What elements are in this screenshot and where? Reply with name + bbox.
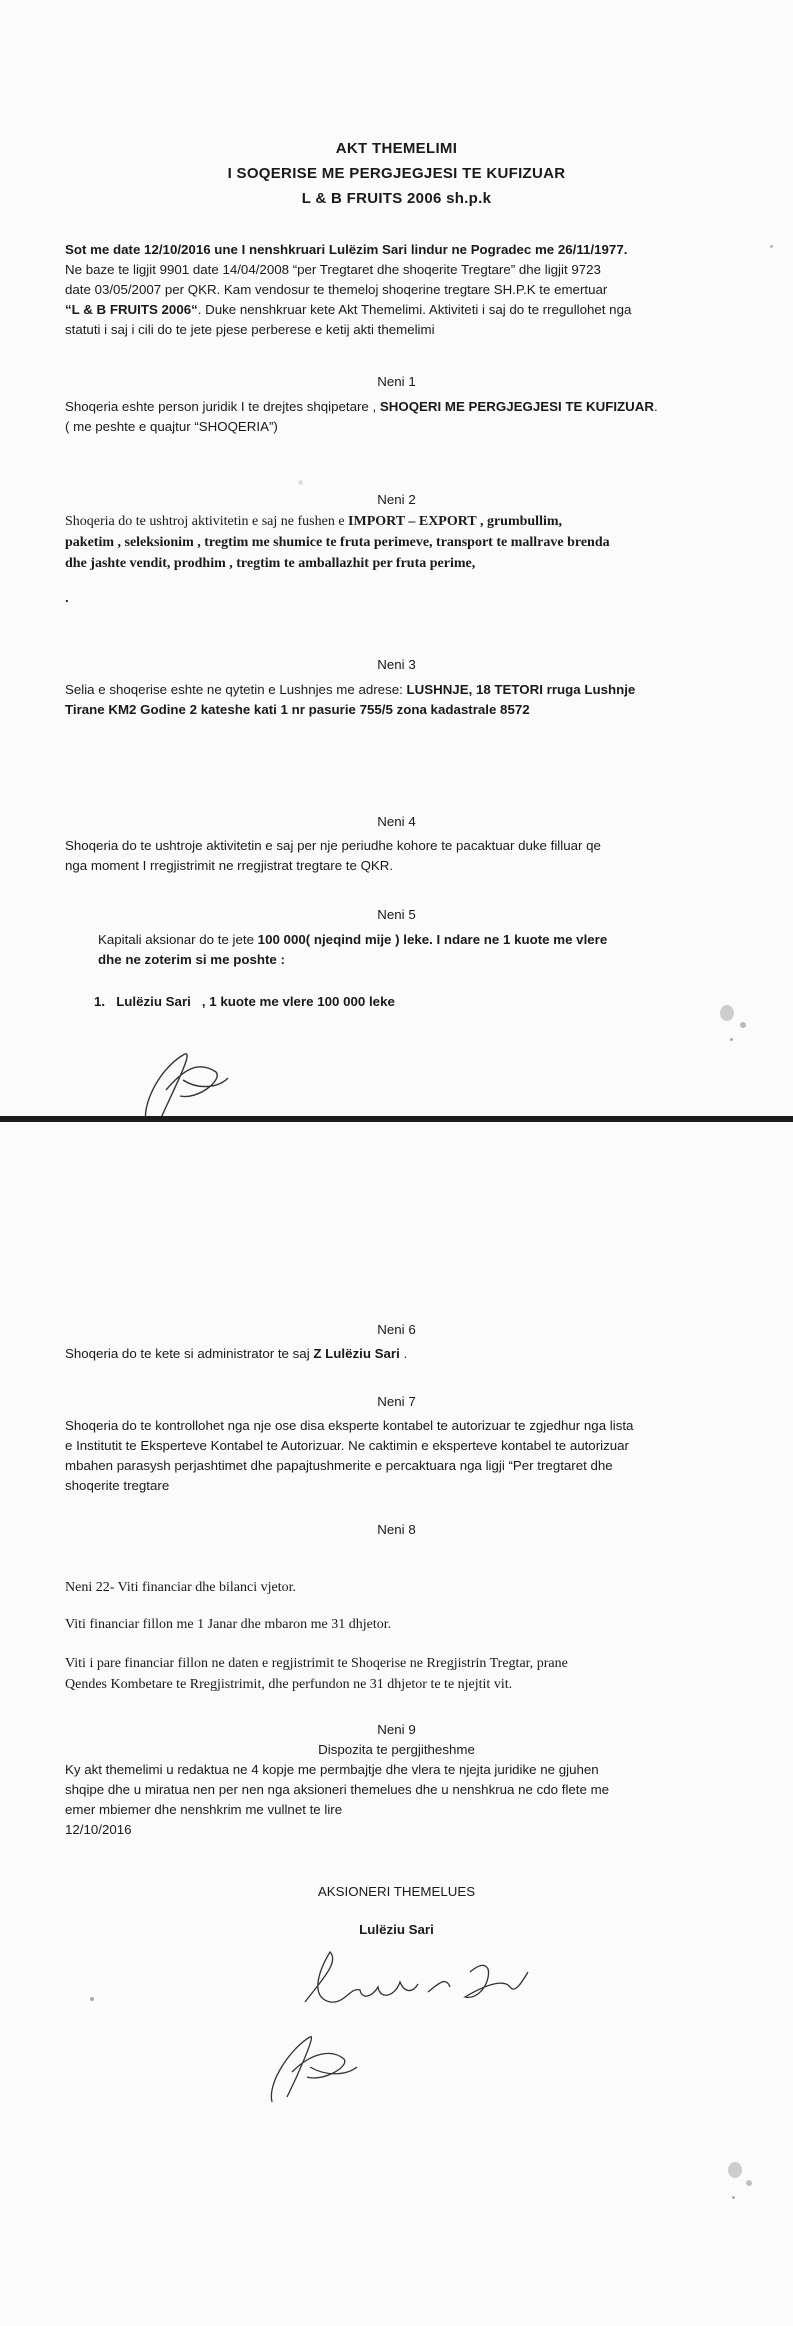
- neni-3-line: Selia e shoqerise eshte ne qytetin e Lushnjes me adrese: LUSHNJE, 18 TETORI rruga Lushnje: [65, 682, 636, 697]
- title-line-3: L & B FRUITS 2006 sh.p.k: [301, 190, 492, 207]
- intro-line: “L & B FRUITS 2006“. Duke nenshkruar kete Akt Themelimi. Aktiviteti i saj do te rregullohet nga: [65, 302, 632, 317]
- neni-7-line: shoqerite tregtare: [65, 1478, 170, 1493]
- neni-1-line: Shoqeria eshte person juridik I te drejtes shqipetare , SHOQERI ME PERGJEGJESI TE KUFIZUAR.: [65, 399, 658, 414]
- neni-3-line: Tirane KM2 Godine 2 kateshe kati 1 nr pasurie 755/5 zona kadastrale 8572: [65, 702, 530, 717]
- neni-9-line: Ky akt themelimi u redaktua ne 4 kopje me permbajtje dhe vlera te njejta juridike ne gjuhen: [65, 1762, 599, 1777]
- neni-4-line: Shoqeria do te ushtroje aktivitetin e saj per nje periudhe kohore te pacaktuar duke filluar qe: [65, 838, 601, 853]
- neni-9-heading: Neni 9: [377, 1722, 416, 1737]
- neni-7-line: mbahen parasysh perjashtimet dhe papajtushmerite e percaktuara nga ligji “Per tregtaret dhe: [65, 1458, 613, 1473]
- intro-line: Sot me date 12/10/2016 une I nenshkruari Lulëzim Sari lindur ne Pogradec me 26/11/1977.: [65, 242, 628, 257]
- neni-2-heading: Neni 2: [377, 492, 416, 507]
- neni-5-line: Kapitali aksionar do te jete 100 000( njeqind mije ) leke. I ndare ne 1 kuote me vlere: [98, 932, 608, 947]
- neni-7-heading: Neni 7: [377, 1394, 416, 1409]
- founder-name: Lulëziu Sari: [359, 1922, 434, 1937]
- neni-6-heading: Neni 6: [377, 1322, 416, 1337]
- neni-7-line: Shoqeria do te kontrollohet nga nje ose disa eksperte kontabel te autorizuar te zgjedhur nga lista: [65, 1418, 634, 1433]
- title-line-2: I SOQERISE ME PERGJEGJESI TE KUFIZUAR: [227, 165, 566, 182]
- company-name: “L & B FRUITS 2006“: [65, 302, 198, 317]
- neni-5-heading: Neni 5: [377, 907, 416, 922]
- signature-initials-2: [262, 2027, 362, 2112]
- neni-2-line: paketim , seleksionim , tregtim me shumice te fruta perimeve, transport te mallrave brenda: [65, 535, 610, 550]
- neni-2-line: .: [65, 590, 69, 605]
- neni-5-line: dhe ne zoterim si me poshte :: [98, 952, 285, 967]
- neni-3-heading: Neni 3: [377, 657, 416, 672]
- neni-1-heading: Neni 1: [377, 374, 416, 389]
- founders-label: AKSIONERI THEMELUES: [317, 1884, 476, 1899]
- intro-line: date 03/05/2007 per QKR. Kam vendosur te themeloj shoqerine tregtare SH.P.K te emertuar: [65, 282, 608, 297]
- neni-2-line: Shoqeria do te ushtroj aktivitetin e saj ne fushen e IMPORT – EXPORT , grumbullim,: [65, 514, 563, 529]
- neni-8-line: Qendes Kombetare te Rregjistrimit, dhe perfundon ne 31 dhjetor te te njejtit vit.: [65, 1677, 513, 1692]
- neni-8-line: Neni 22- Viti financiar dhe bilanci vjetor.: [65, 1580, 296, 1595]
- neni-8-heading: Neni 8: [377, 1522, 416, 1537]
- neni-8-line: Viti financiar fillon me 1 Janar dhe mbaron me 31 dhjetor.: [65, 1617, 392, 1632]
- document-date: 12/10/2016: [65, 1822, 132, 1837]
- intro-line: Ne baze te ligjit 9901 date 14/04/2008 “per Tregtaret dhe shoqerite Tregtare” dhe ligjit 9723: [65, 262, 601, 277]
- neni-9-line: shqipe dhe u miratua nen per nen nga aksioneri themelues dhe u nenshkrua ne cdo flete me: [65, 1782, 610, 1797]
- neni-4-line: nga moment I rregjistrimit ne rregjistrat tregtare te QKR.: [65, 858, 394, 873]
- neni-4-heading: Neni 4: [377, 814, 416, 829]
- title-line-1: AKT THEMELIMI: [335, 140, 458, 157]
- signature-full: [300, 1942, 540, 2027]
- page-1: [0, 0, 793, 1118]
- page-2: [0, 1122, 793, 2326]
- neni-8-line: Viti i pare financiar fillon ne daten e regjistrimit te Shoqerise ne Rregjistrin Tregtar, prane: [65, 1656, 568, 1671]
- neni-1-line: ( me peshte e quajtur “SHOQERIA”): [65, 419, 278, 434]
- neni-2-line: dhe jashte vendit, prodhim , tregtim te amballazhit per fruta perime,: [65, 556, 476, 571]
- neni-9-subheading: Dispozita te pergjitheshme: [318, 1742, 475, 1757]
- neni-7-line: e Institutit te Eksperteve Kontabel te Autorizuar. Ne caktimin e eksperteve kontabel te autorizuar: [65, 1438, 629, 1453]
- intro-line: statuti i saj i cili do te jete pjese perberese e ketij akti themelimi: [65, 322, 435, 337]
- neni-9-line: emer mbiemer dhe nenshkrim me vullnet te lire: [65, 1802, 343, 1817]
- shareholder-item: 1. Lulëziu Sari , 1 kuote me vlere 100 000 leke: [94, 994, 395, 1009]
- neni-6-line: Shoqeria do te kete si administrator te saj Z Lulëziu Sari .: [65, 1346, 408, 1361]
